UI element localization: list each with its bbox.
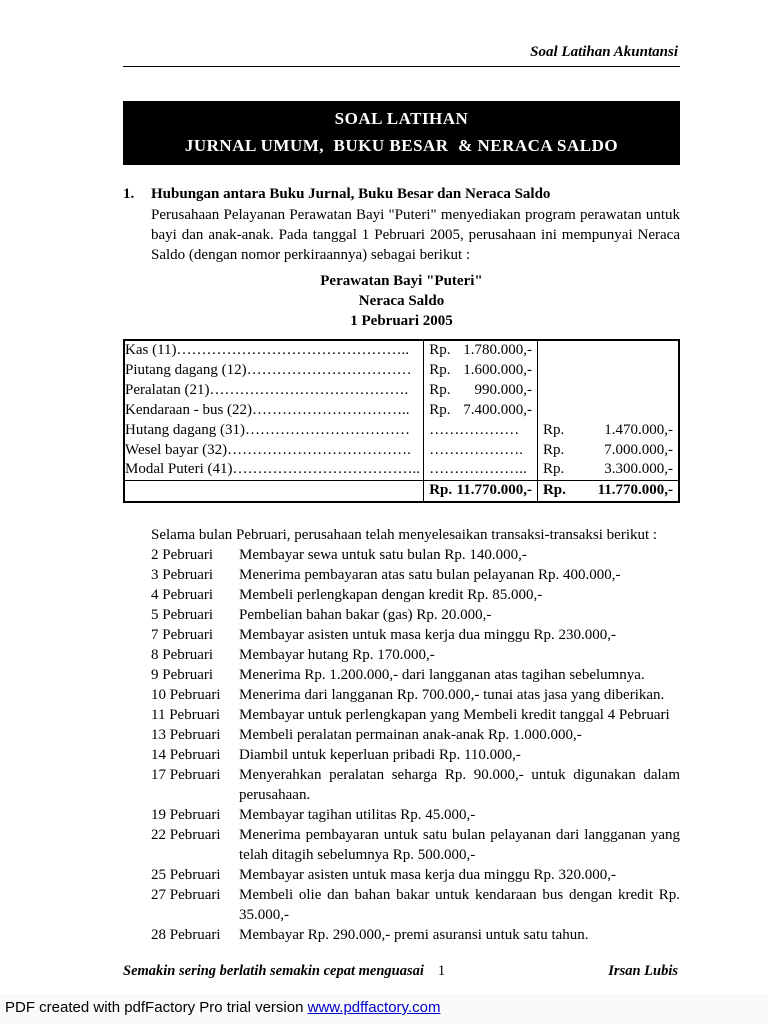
transaction-row [151, 545, 680, 565]
trial-balance-total [124, 480, 679, 502]
pdffactory-text: PDF created with pdfFactory Pro trial version [5, 999, 308, 1016]
transaction-row [151, 805, 680, 825]
transaction-date: 5 Pebruari [151, 607, 214, 623]
section-title: Hubungan antara Buku Jurnal, Buku Besar dan Neraca Saldo [151, 186, 551, 202]
transaction-row [151, 645, 680, 665]
transaction-row [151, 585, 680, 605]
table-row [124, 380, 679, 400]
transaction-description: Menerima pembayaran untuk satu bulan pelayanan dari langganan yang telah ditagih sebelumnya Rp. 500.000,- [239, 827, 680, 863]
transaction-description: Membayar tagihan utilitas Rp. 45.000,- [239, 807, 476, 823]
credit-cell [537, 380, 679, 400]
credit-cell: Rp. 1.470.000,- [537, 420, 679, 440]
banner-line-1: SOAL LATIHAN [334, 109, 469, 128]
page-number: 1 [437, 963, 446, 979]
transaction-date: 11 Pebruari [151, 707, 221, 723]
transaction-description: Membayar asisten untuk masa kerja dua minggu Rp. 230.000,- [239, 627, 617, 643]
debit-cell: Rp. 1.600.000,- [424, 360, 538, 380]
account-label: Piutang dagang (12)…………………………… [125, 361, 412, 378]
account-label: Kendaraan - bus (22)………………………….. [125, 401, 410, 418]
transaction-date: 4 Pebruari [151, 587, 214, 603]
transaction-date: 14 Pebruari [151, 747, 221, 763]
account-label: Peralatan (21)…………………………………. [125, 381, 409, 398]
trial-balance-title: Neraca Saldo [358, 293, 445, 309]
transaction-description: Membayar asisten untuk masa kerja dua minggu Rp. 320.000,- [239, 867, 617, 883]
transaction-date: 8 Pebruari [151, 647, 214, 663]
transaction-description: Membayar Rp. 290.000,- premi asuransi untuk satu tahun. [239, 927, 589, 943]
transaction-description: Membeli perlengkapan dengan kredit Rp. 85.000,- [239, 587, 543, 603]
transaction-row [151, 925, 680, 945]
footer-motto: Semakin sering berlatih semakin cepat menguasai [123, 963, 424, 979]
transaction-description: Membeli olie dan bahan bakar untuk kendaraan bus dengan kredit Rp. 35.000,- [239, 887, 680, 923]
transaction-date: 19 Pebruari [151, 807, 221, 823]
transaction-row [151, 725, 680, 745]
transaction-row [151, 825, 680, 865]
transaction-date: 9 Pebruari [151, 667, 214, 683]
transaction-description: Pembelian bahan bakar (gas) Rp. 20.000,- [239, 607, 492, 623]
trial-balance-company: Perawatan Bayi "Puteri" [320, 273, 483, 289]
header-rule [123, 66, 680, 67]
transaction-row [151, 665, 680, 685]
transaction-row [151, 885, 680, 925]
table-row [124, 420, 679, 440]
transaction-date: 7 Pebruari [151, 627, 214, 643]
transaction-row [151, 685, 680, 705]
transaction-date: 3 Pebruari [151, 567, 214, 583]
transaction-date: 17 Pebruari [151, 767, 221, 783]
total-debit-cell: Rp. 11.770.000,- [424, 480, 538, 502]
running-header [123, 44, 678, 61]
pdffactory-link[interactable]: www.pdffactory.com [307, 999, 441, 1016]
transaction-row [151, 865, 680, 885]
transaction-date: 22 Pebruari [151, 827, 221, 843]
section-heading [123, 184, 680, 204]
running-header-title: Soal Latihan Akuntansi [530, 44, 678, 60]
footer-author: Irsan Lubis [608, 963, 678, 979]
trial-balance-table [123, 339, 680, 503]
transaction-description: Membayar sewa untuk satu bulan Rp. 140.000,- [239, 547, 527, 563]
transaction-description: Menerima dari langganan Rp. 700.000,- tunai atas jasa yang diberikan. [239, 687, 665, 703]
transaction-row [151, 625, 680, 645]
account-label: Kas (11)……………………………………….. [125, 342, 410, 358]
transaction-description: Menyerahkan peralatan seharga Rp. 90.000,- untuk digunakan dalam perusahaan. [239, 767, 680, 803]
transaction-row [151, 565, 680, 585]
page-content [123, 101, 680, 945]
account-label: Wesel bayar (32)………………………………. [125, 441, 411, 458]
transactions-list [151, 545, 680, 945]
debit-cell: Rp. 990.000,- [424, 380, 538, 400]
transaction-date: 28 Pebruari [151, 927, 221, 943]
credit-cell: Rp. 3.300.000,- [537, 460, 679, 480]
transactions-intro: Selama bulan Pebruari, perusahaan telah menyelesaikan transaksi-transaksi berikut : [151, 527, 658, 543]
credit-cell [537, 360, 679, 380]
table-row [124, 400, 679, 420]
table-row [124, 340, 679, 360]
total-label-cell [124, 480, 424, 502]
banner-line-2: JURNAL UMUM, BUKU BESAR & NERACA SALDO [184, 136, 619, 155]
transaction-date: 25 Pebruari [151, 867, 221, 883]
transaction-row [151, 605, 680, 625]
transaction-row [151, 705, 680, 725]
transaction-description: Membayar hutang Rp. 170.000,- [239, 647, 435, 663]
credit-cell [537, 340, 679, 360]
debit-cell: ……………… [424, 420, 538, 440]
transaction-date: 27 Pebruari [151, 887, 221, 903]
trial-balance-body [124, 340, 679, 480]
total-credit-cell: Rp. 11.770.000,- [537, 480, 679, 502]
transaction-description: Diambil untuk keperluan pribadi Rp. 110.000,- [239, 747, 521, 763]
transaction-description: Membeli peralatan permainan anak-anak Rp. 1.000.000,- [239, 727, 582, 743]
page-footer [123, 963, 678, 980]
intro-paragraph: Perusahaan Pelayanan Perawatan Bayi "Puteri" menyediakan program perawatan untuk bayi dan anak-anak. Pada tanggal 1 Pebruari 2005, perusahaan ini mempunyai Neraca Saldo (dengan nomor perkiraannya) sebagai berikut : [151, 207, 680, 263]
table-row [124, 440, 679, 460]
title-banner [123, 101, 680, 165]
credit-cell: Rp. 7.000.000,- [537, 440, 679, 460]
transaction-date: 13 Pebruari [151, 727, 221, 743]
footer-left [123, 963, 445, 980]
transaction-description: Menerima pembayaran atas satu bulan pelayanan Rp. 400.000,- [239, 567, 621, 583]
pdffactory-bar [0, 994, 768, 1024]
section-number: 1. [123, 186, 135, 202]
debit-cell: Rp. 1.780.000,- [424, 340, 538, 360]
transaction-description: Membayar untuk perlengkapan yang Membeli kredit tanggal 4 Pebruari [239, 707, 670, 723]
account-label: Modal Puteri (41)……………………………….. [125, 461, 420, 478]
debit-cell: ……………….. [424, 460, 538, 480]
trial-balance-titles [123, 271, 680, 331]
account-label: Hutang dagang (31)…………………………… [125, 421, 410, 438]
total-row [124, 480, 679, 502]
table-row [124, 460, 679, 480]
credit-cell [537, 400, 679, 420]
transaction-description: Menerima Rp. 1.200.000,- dari langganan atas tagihan sebelumnya. [239, 667, 645, 683]
transaction-row [151, 765, 680, 805]
transaction-date: 10 Pebruari [151, 687, 221, 703]
debit-cell: ………………. [424, 440, 538, 460]
table-row [124, 360, 679, 380]
transaction-row [151, 745, 680, 765]
transaction-date: 2 Pebruari [151, 547, 214, 563]
debit-cell: Rp. 7.400.000,- [424, 400, 538, 420]
trial-balance-date: 1 Pebruari 2005 [350, 313, 453, 329]
